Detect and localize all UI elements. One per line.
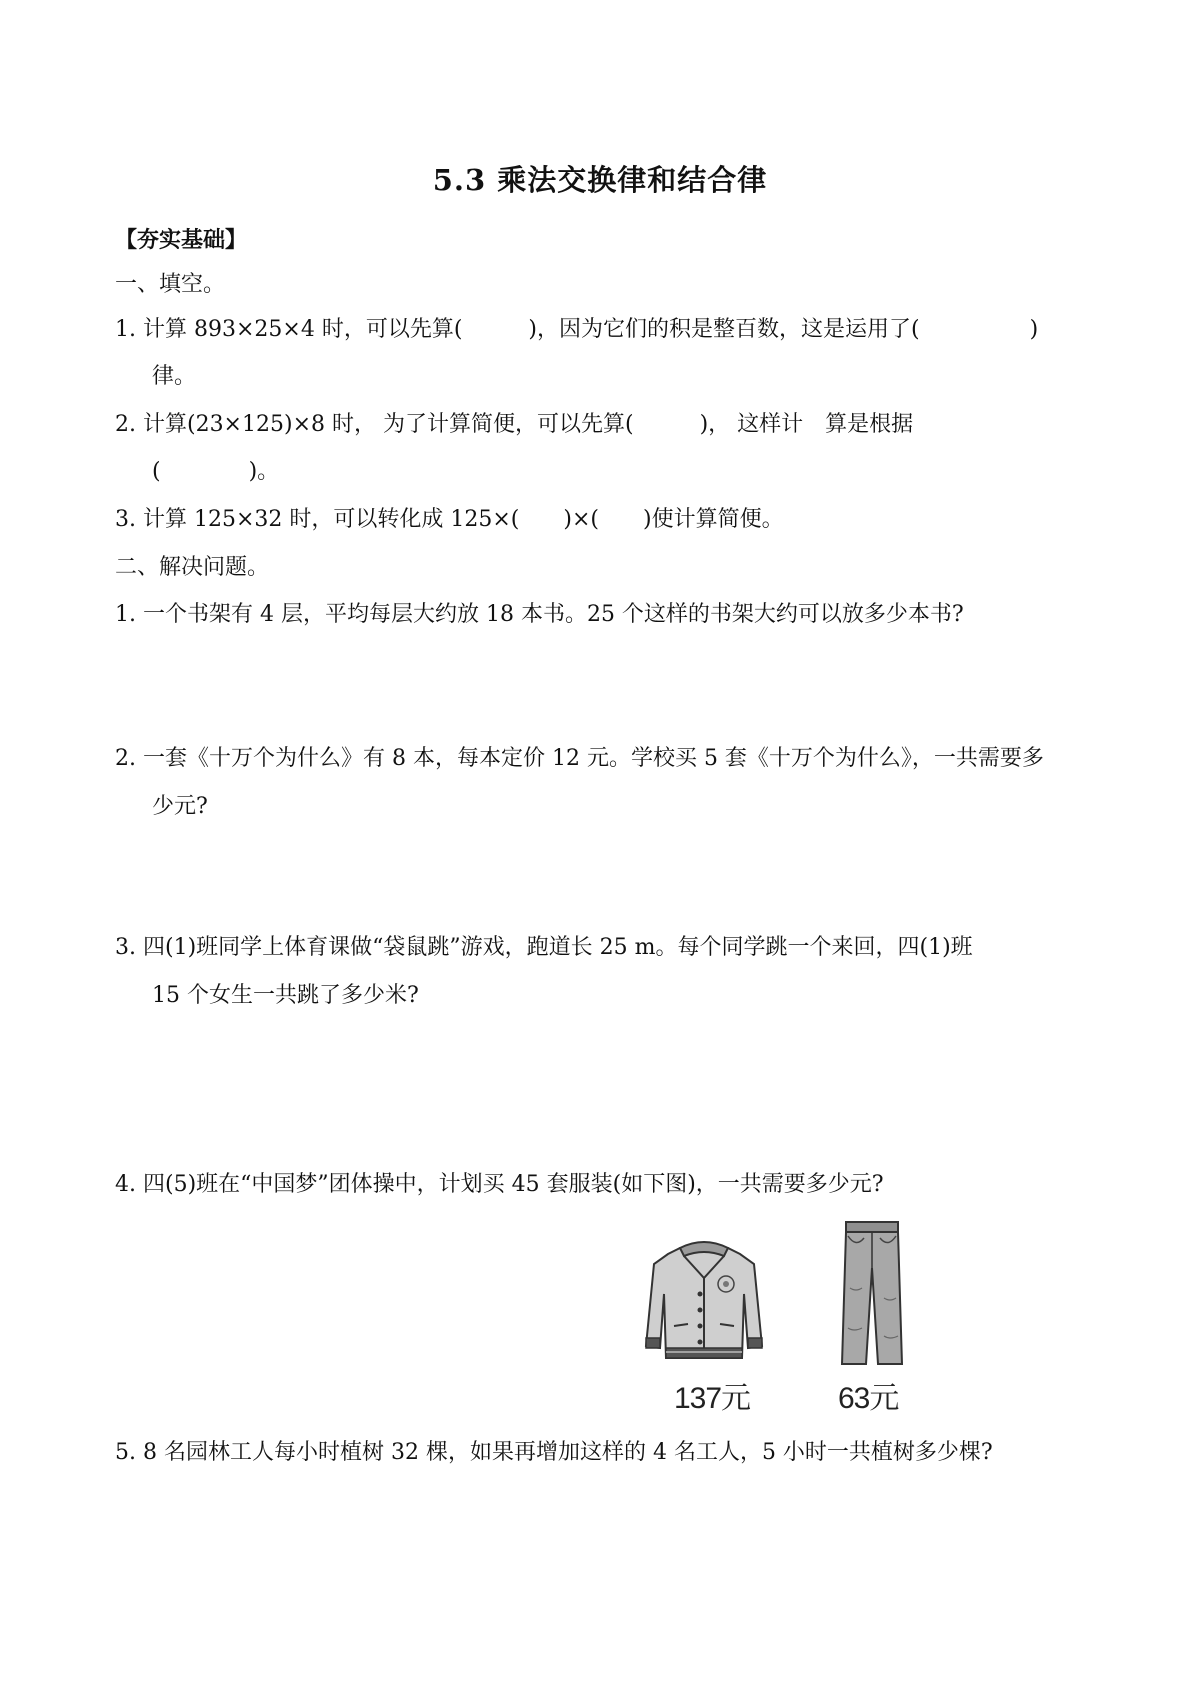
jacket-icon — [640, 1234, 768, 1370]
pants-icon — [836, 1218, 908, 1372]
jacket-price: 137元 — [674, 1382, 751, 1415]
fill-question-2-line1: 2. 计算(23×125)×8 时， 为了计算简便，可以先算( )， 这样计 算是根据 — [115, 412, 914, 437]
page-title: 5.3 乘法交换律和结合律 — [432, 163, 768, 197]
problem-2-line2: 少元? — [152, 794, 208, 819]
problem-5-line1: 5. 8 名园林工人每小时植树 32 棵，如果再增加这样的 4 名工人，5 小时一共植树多少棵? — [115, 1440, 993, 1465]
problem-2-line1: 2. 一套《十万个为什么》有 8 本，每本定价 12 元。学校买 5 套《十万个为什么》，一共需要多 — [115, 746, 1044, 771]
clothing-figure — [640, 1218, 940, 1418]
problem-3-line2: 15 个女生一共跳了多少米? — [152, 983, 419, 1008]
fill-question-1-line1: 1. 计算 893×25×4 时，可以先算( )，因为它们的积是整百数，这是运用了( ) — [115, 317, 1039, 342]
pants-price: 63元 — [838, 1382, 899, 1415]
section-tag: 【夯实基础】 — [115, 227, 248, 253]
problem-3-line1: 3. 四(1)班同学上体育课做“袋鼠跳”游戏，跑道长 25 m。每个同学跳一个来回，四(1)班 — [115, 935, 973, 960]
fill-question-2-line2: ( )。 — [152, 459, 280, 484]
fill-question-3-line1: 3. 计算 125×32 时，可以转化成 125×( )×( )使计算简便。 — [115, 507, 784, 532]
problem-1-line1: 1. 一个书架有 4 层，平均每层大约放 18 本书。25 个这样的书架大约可以放多少本书? — [115, 602, 964, 627]
fill-question-1-line2: 律。 — [152, 364, 197, 389]
part1-heading: 一、填空。 — [115, 272, 226, 297]
part2-heading: 二、解决问题。 — [115, 555, 270, 580]
problem-4-line1: 4. 四(5)班在“中国梦”团体操中，计划买 45 套服装(如下图)，一共需要多少元? — [115, 1172, 884, 1197]
